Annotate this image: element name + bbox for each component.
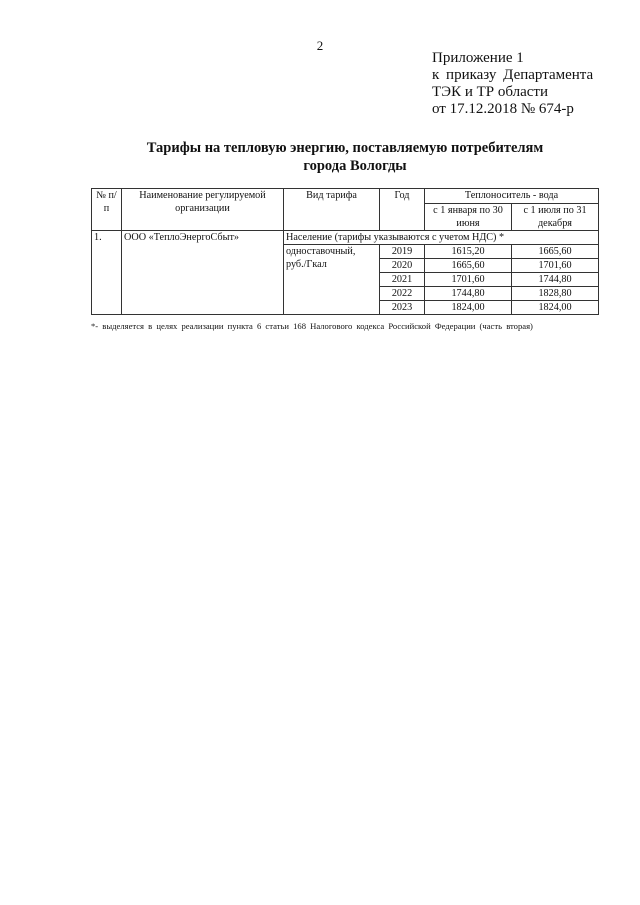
tariff-h2-cell: 1701,60	[512, 259, 599, 273]
header-number: № п/п	[92, 189, 122, 231]
tariff-h1-cell: 1744,80	[425, 287, 512, 301]
tariff-h2-cell: 1824,00	[512, 301, 599, 315]
appendix-line: к приказу Департамента	[432, 67, 594, 83]
year-cell: 2019	[380, 245, 425, 259]
header-period-first-half: с 1 января по 30 июня	[425, 204, 512, 231]
header-heat-carrier: Теплоноситель - вода	[425, 189, 599, 204]
tariff-h1-cell: 1824,00	[425, 301, 512, 315]
year-cell: 2023	[380, 301, 425, 315]
row-number: 1.	[92, 231, 122, 315]
tariff-h2-cell: 1828,80	[512, 287, 599, 301]
organization-name: ООО «ТеплоЭнергоСбыт»	[122, 231, 284, 315]
tariff-h2-cell: 1665,60	[512, 245, 599, 259]
document-title	[80, 139, 610, 175]
title-line: Тарифы на тепловую энергию, поставляемую потребителям	[146, 140, 544, 156]
footnote: *- выделяется в целях реализации пункта 6 статьи 168 Налогового кодекса Российской Федерации (часть вторая)	[91, 321, 533, 331]
year-cell: 2022	[380, 287, 425, 301]
tariff-h1-cell: 1615,20	[425, 245, 512, 259]
header-period-second-half: с 1 июля по 31 декабря	[512, 204, 599, 231]
tariff-h2-cell: 1744,80	[512, 273, 599, 287]
appendix-line: от 17.12.2018 № 674-р	[432, 101, 574, 117]
appendix-line: ТЭК и ТР области	[432, 84, 548, 100]
year-cell: 2020	[380, 259, 425, 273]
header-organization: Наименование регулируемой организации	[122, 189, 284, 231]
page-number: 2	[316, 38, 324, 53]
consumer-group: Население (тарифы указываются с учетом НДС) *	[284, 231, 599, 245]
tariff-h1-cell: 1701,60	[425, 273, 512, 287]
year-cell: 2021	[380, 273, 425, 287]
tariff-table	[91, 188, 599, 315]
tariff-type: одноставочный, руб./Гкал	[284, 245, 380, 315]
header-year: Год	[380, 189, 425, 231]
appendix-header	[432, 50, 612, 118]
title-line: города Вологды	[303, 158, 407, 174]
appendix-line: Приложение 1	[432, 50, 524, 66]
header-tariff-type: Вид тарифа	[284, 189, 380, 231]
tariff-h1-cell: 1665,60	[425, 259, 512, 273]
